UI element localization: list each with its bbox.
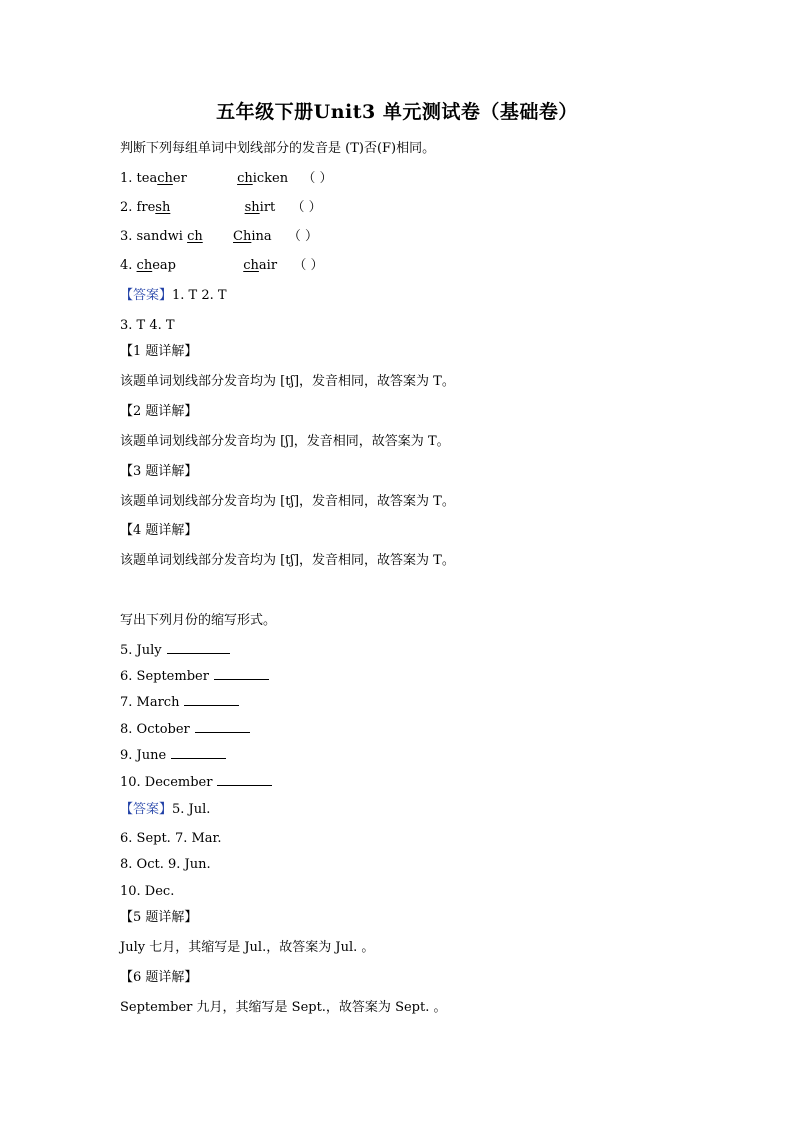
question-number: 4. <box>120 258 133 273</box>
month-item-6 <box>120 668 269 686</box>
month-label: 7. March <box>120 695 180 710</box>
word-2: chicken <box>237 171 289 186</box>
answer-text: 1. T 2. T <box>172 288 227 303</box>
detail-text-4: 该题单词划线部分发音均为 [tʃ]，发音相同，故答案为 T。 <box>120 553 455 568</box>
question-item-3 <box>120 228 318 246</box>
detail-text-2: 该题单词划线部分发音均为 [ʃ]，发音相同，故答案为 T。 <box>120 434 450 449</box>
month-item-10 <box>120 774 272 792</box>
month-item-9 <box>120 747 226 765</box>
word-1: cheap <box>136 258 176 273</box>
detail-header-5: 【5 题详解】 <box>120 910 198 925</box>
month-item-7 <box>120 694 239 712</box>
month-label: 9. June <box>120 748 167 763</box>
answer-label: 【答案】 <box>120 288 173 303</box>
detail-text-1: 该题单词划线部分发音均为 [tʃ]，发音相同，故答案为 T。 <box>120 374 455 389</box>
answer-text: 5. Jul. <box>172 802 211 817</box>
detail-text-3: 该题单词划线部分发音均为 [tʃ]，发音相同，故答案为 T。 <box>120 494 455 509</box>
word-1: sandwi ch <box>136 229 203 244</box>
answer-parentheses[interactable]: （ ） <box>302 171 333 186</box>
answer-label: 【答案】 <box>120 802 173 817</box>
answer-blank[interactable] <box>171 757 226 759</box>
answer-parentheses[interactable]: （ ） <box>287 229 319 244</box>
month-label: 6. September <box>120 669 209 684</box>
detail-header-3: 【3 题详解】 <box>120 464 198 479</box>
word-1: fresh <box>136 200 171 215</box>
question-item-4 <box>120 257 323 275</box>
section2-instruction: 写出下列月份的缩写形式。 <box>120 613 277 628</box>
month-label: 8. October <box>120 722 190 737</box>
question-number: 2. <box>120 200 133 215</box>
answer-blank[interactable] <box>167 652 230 654</box>
answer-parentheses[interactable]: （ ） <box>291 200 322 215</box>
answer-line-2: 3. T 4. T <box>120 318 175 333</box>
answer-blank[interactable] <box>214 678 269 680</box>
answer-line-5: 8. Oct. 9. Jun. <box>120 857 211 872</box>
answer-line-4: 6. Sept. 7. Mar. <box>120 831 222 846</box>
section1-instruction: 判断下列每组单词中划线部分的发音是 (T)否(F)相同。 <box>120 141 436 156</box>
answer-blank[interactable] <box>195 731 250 733</box>
page-title: 五年级下册Unit3 单元测试卷（基础卷） <box>216 101 578 123</box>
month-item-8 <box>120 721 250 739</box>
answer-line-1 <box>120 287 227 305</box>
detail-text-5: July 七月，其缩写是 Jul.，故答案为 Jul. 。 <box>120 940 375 955</box>
answer-blank[interactable] <box>217 784 272 786</box>
detail-header-6: 【6 题详解】 <box>120 970 198 985</box>
month-item-5 <box>120 642 230 660</box>
answer-parentheses[interactable]: （ ） <box>293 258 324 273</box>
detail-header-2: 【2 题详解】 <box>120 404 198 419</box>
word-1: teacher <box>136 171 187 186</box>
detail-header-1: 【1 题详解】 <box>120 344 198 359</box>
answer-blank[interactable] <box>184 704 239 706</box>
word-2: China <box>233 229 272 244</box>
word-2: chair <box>243 258 278 273</box>
answer-line-6: 10. Dec. <box>120 884 175 899</box>
question-item-2 <box>120 199 322 217</box>
detail-header-4: 【4 题详解】 <box>120 523 198 538</box>
detail-text-6: September 九月，其缩写是 Sept.，故答案为 Sept. 。 <box>120 1000 447 1015</box>
question-number: 3. <box>120 229 133 244</box>
question-number: 1. <box>120 171 133 186</box>
month-label: 10. December <box>120 775 213 790</box>
month-label: 5. July <box>120 643 162 658</box>
answer-line-3 <box>120 801 210 819</box>
word-2: shirt <box>244 200 276 215</box>
question-item-1 <box>120 170 333 188</box>
